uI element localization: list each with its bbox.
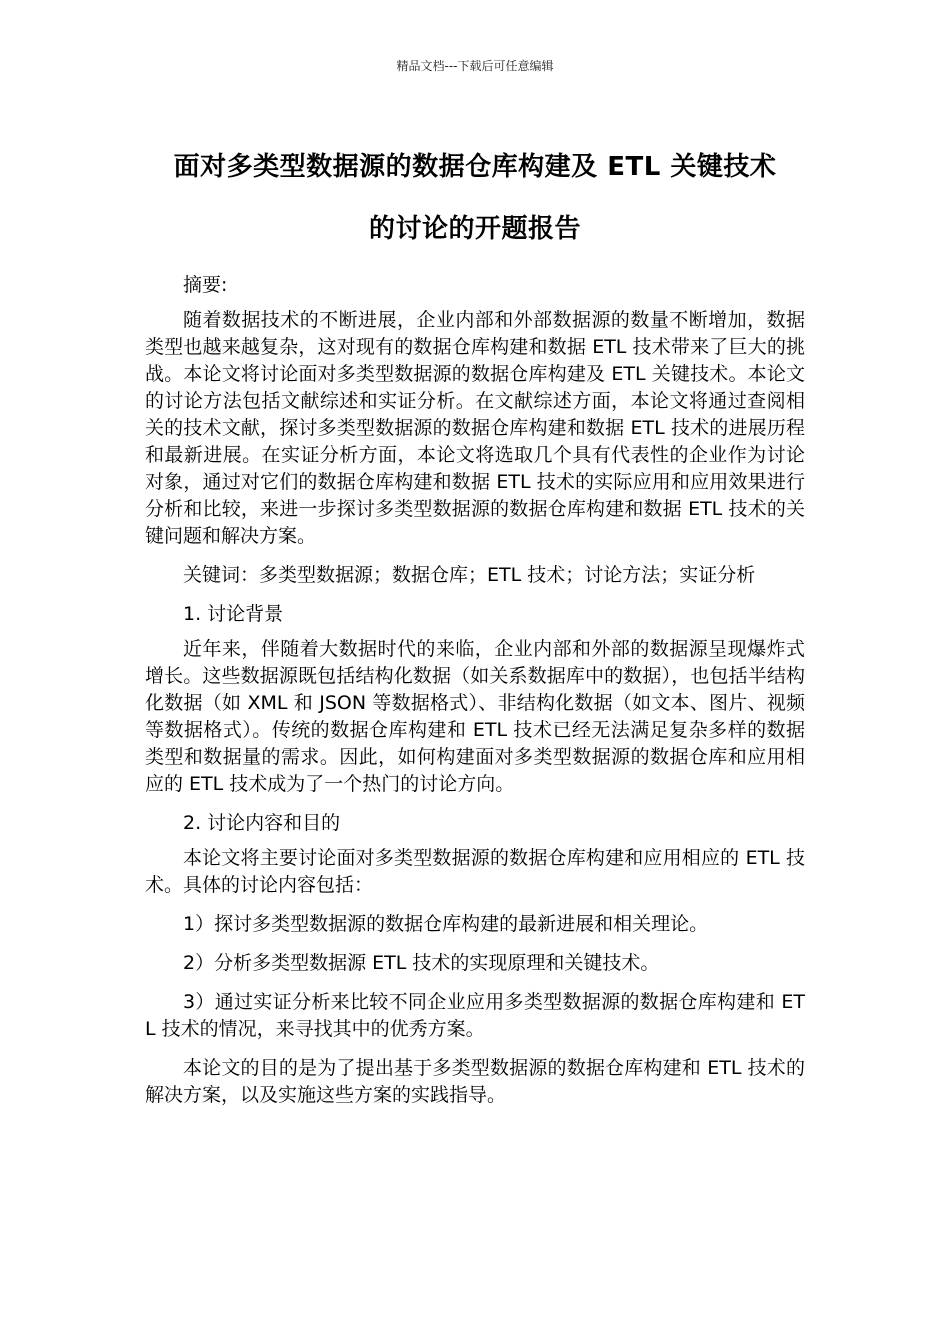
background-paragraph: 近年来，伴随着大数据时代的来临，企业内部和外部的数据源呈现爆炸式增长。这些数据源既包括结构化数据（如关系数据库中的数据），也包括半结构化数据（如 XML 和 JSON 等数据格式）、非结构化数据（如文本、图片、视频等数据格式）。传统的数据仓库构建和 ETL 技术已经无法满足复杂多样的数据类型和数据量的需求。因此，如何构建面对多类型数据源的数据仓库和应用相应的 ETL 技术成为了一个热门的讨论方向。	[145, 638, 805, 795]
content-intro-paragraph: 本论文将主要讨论面对多类型数据源的数据仓库构建和应用相应的 ETL 技术。具体的讨论内容包括：	[145, 847, 805, 896]
document-title	[145, 136, 805, 260]
title-line-2: 的讨论的开题报告	[368, 214, 581, 244]
header-note: 精品文档---下载后可任意编辑	[396, 59, 554, 73]
section-heading-background: 1. 讨论背景	[183, 603, 284, 625]
document-body	[145, 272, 805, 1121]
keywords-paragraph: 关键词：多类型数据源；数据仓库；ETL 技术；讨论方法；实证分析	[183, 564, 756, 586]
abstract-paragraph: 随着数据技术的不断进展，企业内部和外部数据源的数量不断增加，数据类型也越来越复杂，这对现有的数据仓库构建和数据 ETL 技术带来了巨大的挑战。本论文将讨论面对多类型数据源的数据仓库构建及 ETL 关键技术。本论文的讨论方法包括文献综述和实证分析。在文献综述方面，本论文将通过查阅相关的技术文献，探讨多类型数据源的数据仓库构建和数据 ETL 技术的进展历程和最新进展。在实证分析方面，本论文将选取几个具有代表性的企业作为讨论对象，通过对它们的数据仓库构建和数据 ETL 技术的实际应用和应用效果进行分析和比较，来进一步探讨多类型数据源的数据仓库构建和数据 ETL 技术的关键问题和解决方案。	[145, 309, 805, 547]
purpose-paragraph: 本论文的目的是为了提出基于多类型数据源的数据仓库构建和 ETL 技术的解决方案，以及实施这些方案的实践指导。	[145, 1057, 805, 1106]
content-item-1: 1）探讨多类型数据源的数据仓库构建的最新进展和相关理论。	[183, 913, 709, 935]
content-item-2: 2）分析多类型数据源 ETL 技术的实现原理和关键技术。	[183, 952, 660, 974]
section-heading-content-purpose: 2. 讨论内容和目的	[183, 812, 341, 834]
abstract-heading: 摘要:	[183, 274, 228, 296]
title-line-1: 面对多类型数据源的数据仓库构建及 ETL 关键技术	[173, 152, 777, 182]
content-item-3: 3）通过实证分析来比较不同企业应用多类型数据源的数据仓库构建和 ETL 技术的情况，来寻找其中的优秀方案。	[145, 991, 805, 1040]
